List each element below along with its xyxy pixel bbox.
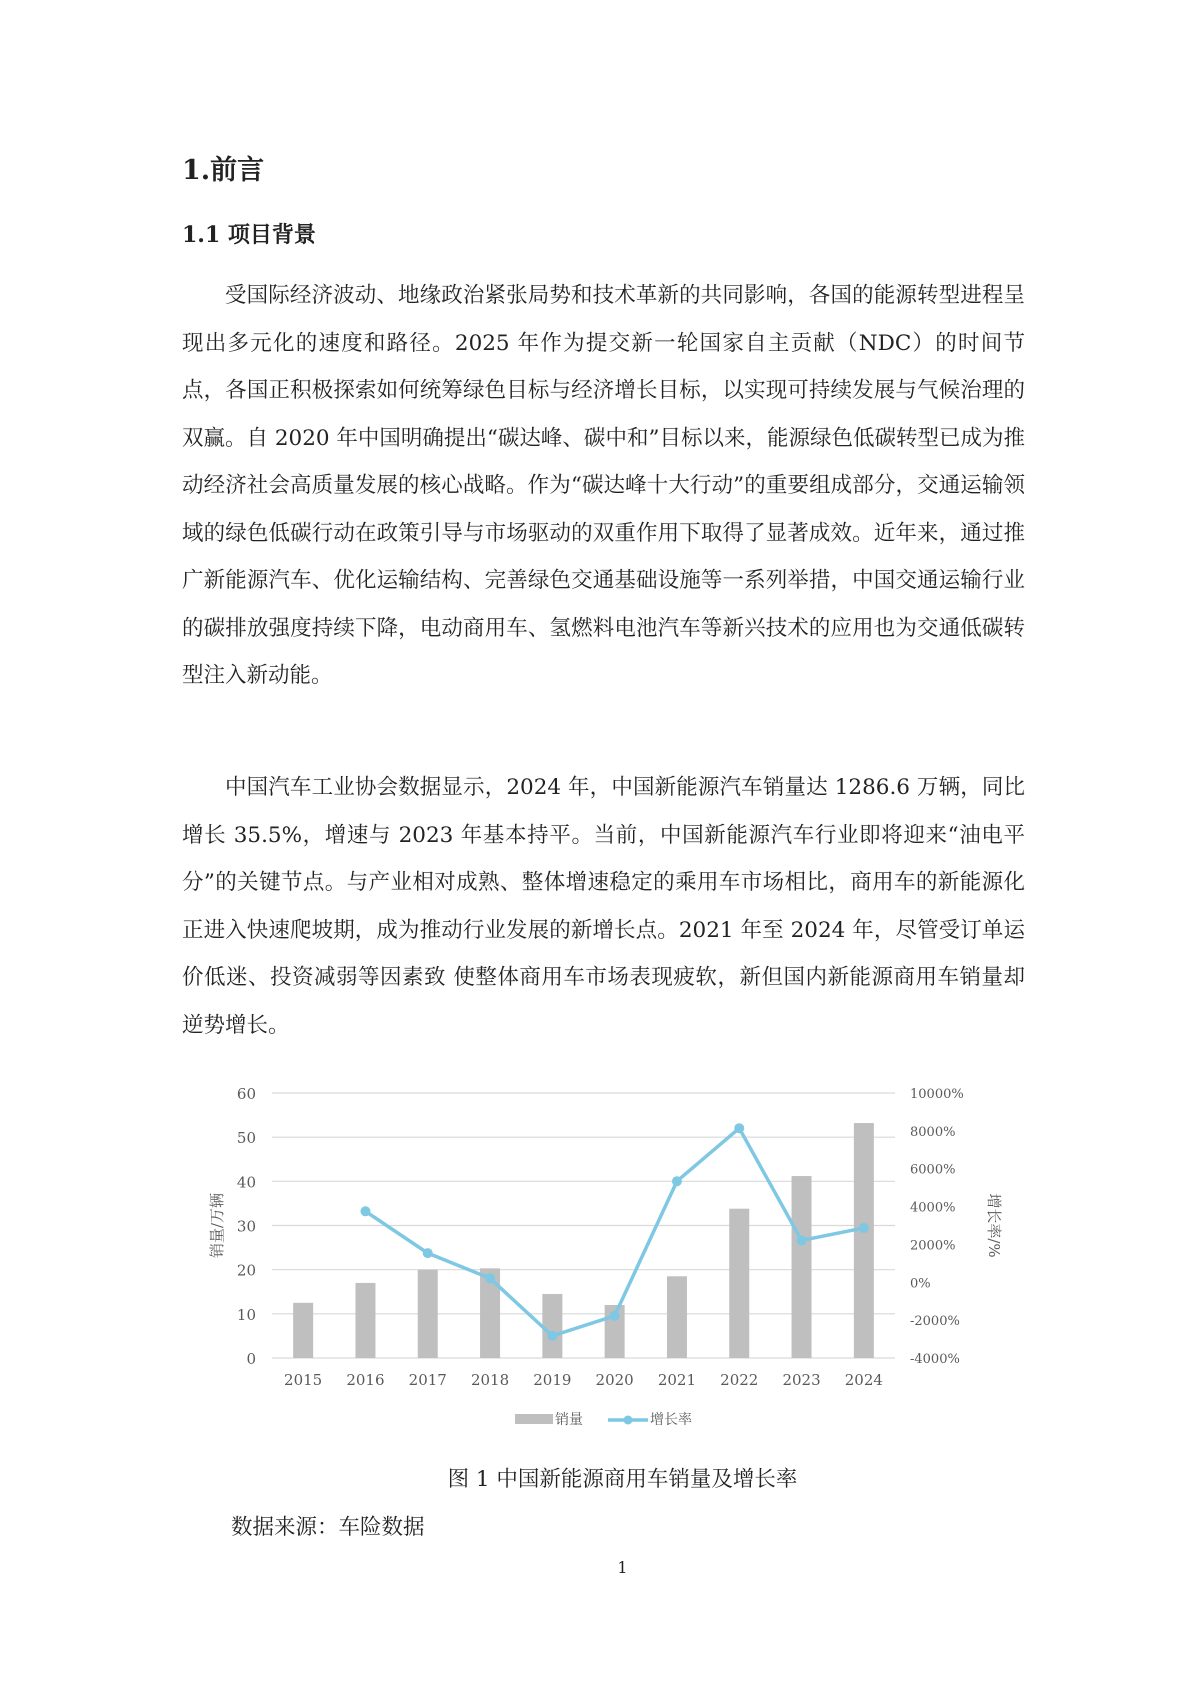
y-right-tick-label: 4000% bbox=[910, 1200, 956, 1216]
legend-line-marker bbox=[624, 1416, 633, 1425]
y-right-tick-label: 6000% bbox=[910, 1162, 956, 1178]
y-right-tick-label: 8000% bbox=[910, 1124, 956, 1140]
legend-label: 增长率 bbox=[650, 1412, 692, 1428]
y-tick-label: 10 bbox=[236, 1305, 256, 1324]
x-tick-label: 2023 bbox=[782, 1371, 821, 1389]
y-tick-label: 60 bbox=[236, 1085, 256, 1103]
y-tick-label: 0 bbox=[246, 1350, 256, 1368]
y-axis-label: 销量/万辆 bbox=[208, 1192, 226, 1259]
bar bbox=[542, 1294, 562, 1358]
growth-rate-point bbox=[734, 1123, 744, 1133]
y-right-tick-label: -2000% bbox=[910, 1314, 960, 1330]
legend-bar-swatch bbox=[515, 1414, 553, 1424]
y-tick-label: 40 bbox=[236, 1173, 256, 1192]
data-source: 数据来源：车险数据 bbox=[231, 1515, 425, 1540]
growth-rate-point bbox=[672, 1176, 682, 1186]
x-tick-label: 2019 bbox=[533, 1371, 572, 1389]
y-right-tick-label: 10000% bbox=[910, 1087, 964, 1102]
sales-growth-chart bbox=[200, 1075, 1020, 1445]
legend-label: 销量 bbox=[555, 1412, 583, 1428]
x-tick-label: 2021 bbox=[657, 1371, 697, 1389]
bar bbox=[729, 1209, 749, 1358]
bar bbox=[355, 1283, 375, 1358]
x-tick-label: 2024 bbox=[844, 1371, 883, 1389]
y-tick-label: 20 bbox=[236, 1261, 256, 1280]
y-tick-label: 30 bbox=[236, 1217, 256, 1236]
x-tick-label: 2018 bbox=[470, 1371, 510, 1389]
growth-rate-point bbox=[423, 1248, 433, 1258]
figure-caption: 图 1 中国新能源商用车销量及增长率 bbox=[447, 1467, 798, 1492]
x-tick-label: 2022 bbox=[720, 1371, 759, 1389]
y-right-tick-label: -4000% bbox=[910, 1352, 960, 1367]
x-tick-label: 2016 bbox=[346, 1371, 385, 1389]
subsection-heading: 1.1 项目背景 bbox=[182, 222, 316, 248]
x-tick-label: 2015 bbox=[284, 1371, 323, 1389]
growth-rate-line bbox=[365, 1128, 863, 1336]
growth-rate-point bbox=[859, 1223, 869, 1233]
growth-rate-point bbox=[360, 1206, 370, 1216]
growth-rate-point bbox=[610, 1311, 620, 1321]
section-heading: 1.前言 bbox=[182, 155, 265, 186]
y-right-tick-label: 0% bbox=[910, 1276, 931, 1292]
bar bbox=[418, 1270, 438, 1358]
growth-rate-point bbox=[797, 1235, 807, 1245]
growth-rate-point bbox=[485, 1273, 495, 1283]
x-tick-label: 2017 bbox=[408, 1371, 447, 1389]
x-tick-label: 2020 bbox=[595, 1371, 634, 1389]
paragraph: 受国际经济波动、地缘政治紧张局势和技术革新的共同影响，各国的能源转型进程呈现出多元化的速度和路径。2025 年作为提交新一轮国家自主贡献（NDC）的时间节点，各国正积极探索如何统筹绿色目标与经济增长目标，以实现可持续发展与气候治理的双赢。自 2020 年中国明确提出“碳达峰、碳中和”目标以来，能源绿色低碳转型已成为推动经济社会高质量发展的核心战略。作为“碳达峰十大行动”的重要组成部分，交通运输领域的绿色低碳行动在政策引导与市场驱动的双重作用下取得了显著成效。近年来，通过推广新能源汽车、优化运输结构、完善绿色交通基础设施等一系列举措，中国交通运输行业的碳排放强度持续下降，电动商用车、氢燃料电池汽车等新兴技术的应用也为交通低碳转型注入新动能。 bbox=[182, 283, 1025, 688]
growth-rate-point bbox=[547, 1331, 557, 1341]
y-right-axis-label: 增长率/% bbox=[985, 1193, 1003, 1258]
y-right-tick-label: 2000% bbox=[910, 1238, 956, 1254]
page-number: 1 bbox=[617, 1558, 628, 1577]
bar bbox=[854, 1123, 874, 1358]
y-tick-label: 50 bbox=[236, 1129, 256, 1148]
bar bbox=[667, 1276, 687, 1358]
bar bbox=[293, 1303, 313, 1358]
bar bbox=[792, 1176, 812, 1358]
paragraph: 中国汽车工业协会数据显示，2024 年，中国新能源汽车销量达 1286.6 万辆，同比增长 35.5%，增速与 2023 年基本持平。当前，中国新能源汽车行业即将迎来“油电平分”的关键节点。与产业相对成熟、整体增速稳定的乘用车市场相比，商用车的新能源化正进入快速爬坡期，成为推动行业发展的新增长点。2021 年至 2024 年，尽管受订单运价低迷、投资减弱等因素致 使整体商用车市场表现疲软，新但国内新能源商用车销量却逆势增长。 bbox=[182, 775, 1025, 1038]
